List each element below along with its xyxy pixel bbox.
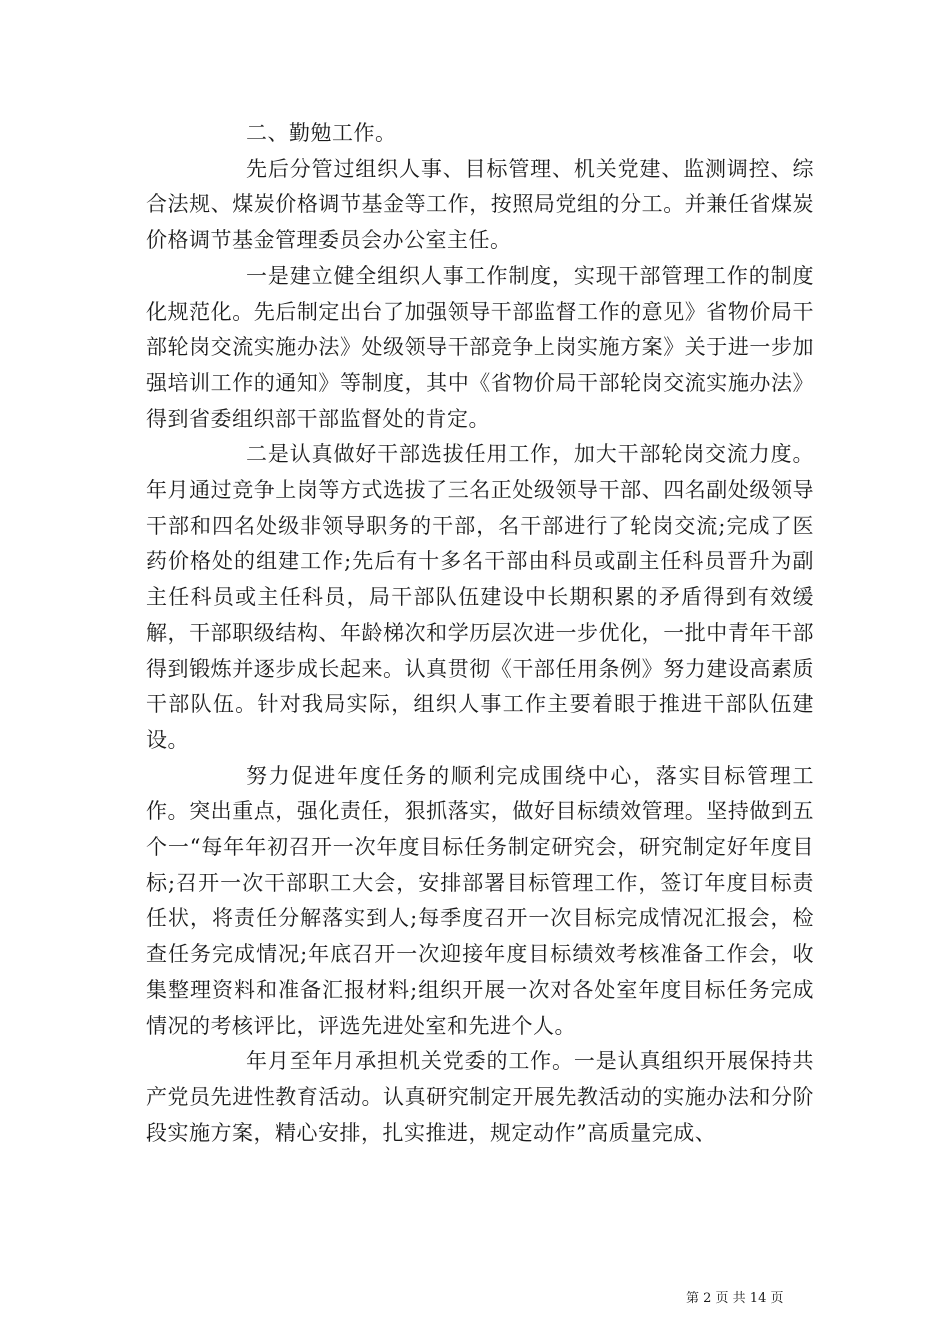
paragraph: 先后分管过组织人事、目标管理、机关党建、监测调控、综合法规、煤炭价格调节基金等工作，按照局党组的分工。并兼任省煤炭价格调节基金管理委员会办公室主任。 xyxy=(146,156,814,253)
page-number-footer: 第 2 页 共 14 页 xyxy=(686,1291,784,1306)
paragraph: 年月至年月承担机关党委的工作。一是认真组织开展保持共产党员先进性教育活动。认真研究制定开展先教活动的实施办法和分阶段实施方案，精心安排，扎实推进，规定动作”高质量完成、 xyxy=(146,1049,814,1145)
paragraph-heading: 二、勤勉工作。 xyxy=(246,121,397,145)
paragraph: 努力促进年度任务的顺利完成围绕中心，落实目标管理工作。突出重点，强化责任，狠抓落实，做好目标绩效管理。坚持做到五个一“每年年初召开一次年度目标任务制定研究会，研究制定好年度目标;召开一次干部职工大会，安排部署目标管理工作，签订年度目标责任状，将责任分解落实到人;每季度召开一次目标完成情况汇报会，检查任务完成情况;年底召开一次迎接年度目标绩效考核准备工作会，收集整理资料和准备汇报材料;组织开展一次对各处室年度目标任务完成情况的考核评比，评选先进处室和先进个人。 xyxy=(146,763,814,1038)
paragraph: 一是建立健全组织人事工作制度，实现干部管理工作的制度化规范化。先后制定出台了加强领导干部监督工作的意见》省物价局干部轮岗交流实施办法》处级领导干部竞争上岗实施方案》关于进一步加强培训工作的通知》等制度，其中《省物价局干部轮岗交流实施办法》得到省委组织部干部监督处的肯定。 xyxy=(146,263,814,431)
paragraph: 二是认真做好干部选拔任用工作，加大干部轮岗交流力度。年月通过竞争上岗等方式选拔了三名正处级领导干部、四名副处级领导干部和四名处级非领导职务的干部，名干部进行了轮岗交流;完成了医药价格处的组建工作;先后有十多名干部由科员或副主任科员晋升为副主任科员或主任科员，局干部队伍建设中长期积累的矛盾得到有效缓解，干部职级结构、年龄梯次和学历层次进一步优化，一批中青年干部得到锻炼并逐步成长起来。认真贯彻《干部任用条例》努力建设高素质干部队伍。针对我局实际，组织人事工作主要着眼于推进干部队伍建设。 xyxy=(146,442,814,752)
document-body xyxy=(146,116,814,1151)
